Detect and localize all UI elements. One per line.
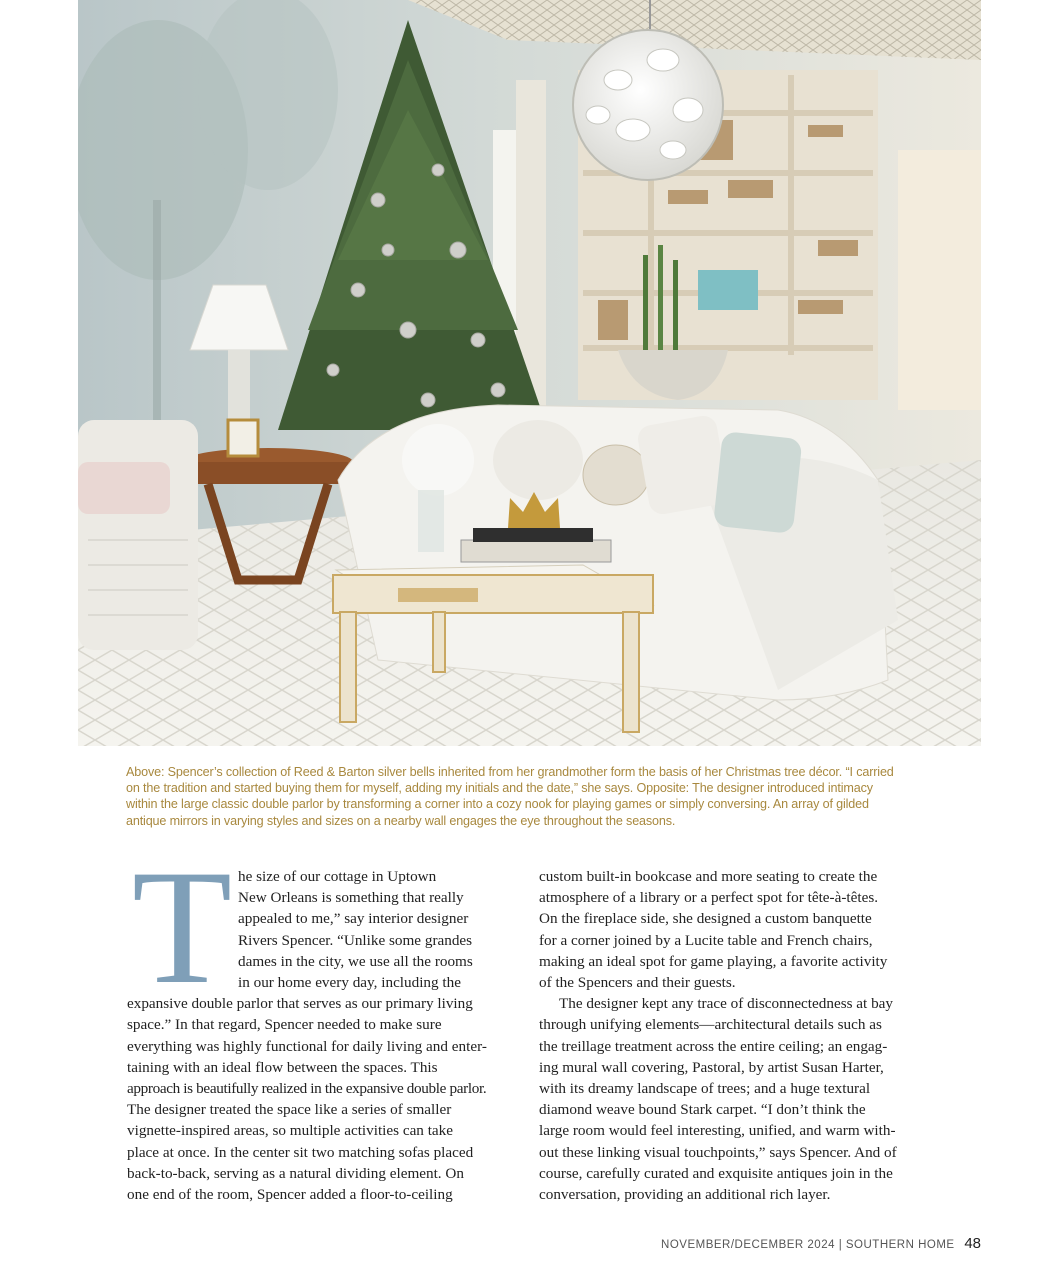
living-room-christmas-photo xyxy=(78,0,981,746)
caption-line: Above: Spencer’s collection of Reed & Barton silver bells inherited from her grandmother form the basis of her Christmas tree décor. “I carried xyxy=(126,765,894,779)
text-line: course, carefully curated and exquisite antiques join in the xyxy=(539,1164,893,1182)
text-line: ing mural wall covering, Pastoral, by artist Susan Harter, xyxy=(539,1058,884,1076)
text-line: space.” In that regard, Spencer needed to make sure xyxy=(127,1016,442,1034)
text-line: through unifying elements—architectural details such as xyxy=(539,1016,882,1034)
text-line: the treillage treatment across the entire ceiling; an engag- xyxy=(539,1037,888,1055)
text-line: large room would feel interesting, unified, and warm with- xyxy=(539,1122,896,1140)
text-line: taining with an ideal flow between the spaces. This xyxy=(127,1058,438,1076)
caption-line: antique mirrors in varying styles and sizes on a nearby wall engages the eye throughout the seasons. xyxy=(126,813,676,828)
text-line: dames in the city, we use all the rooms xyxy=(238,952,473,970)
text-line: everything was highly functional for daily living and enter- xyxy=(127,1037,487,1055)
text-line: vignette-inspired areas, so multiple activities can take xyxy=(127,1122,453,1140)
text-line: approach is beautifully realized in the expansive double parlor. xyxy=(127,1080,487,1098)
text-line: with its dreamy landscape of trees; and a huge textural xyxy=(539,1080,871,1098)
text-line: Rivers Spencer. “Unlike some grandes xyxy=(238,931,473,949)
page-footer xyxy=(661,1235,981,1252)
text-line: one end of the room, Spencer added a floor-to-ceiling xyxy=(127,1186,453,1204)
text-line: appealed to me,” say interior designer xyxy=(238,910,469,928)
drop-cap: T xyxy=(131,837,233,1018)
text-line: he size of our cottage in Uptown xyxy=(238,868,437,885)
text-line: for a corner joined by a Lucite table and French chairs, xyxy=(539,931,873,949)
text-line: of the Spencers and their guests. xyxy=(539,974,736,992)
text-line: place at once. In the center sit two matching sofas placed xyxy=(127,1143,474,1161)
caption-line: within the large classic double parlor by transforming a corner into a cozy nook for playing games or simply conversing. An array of gilded xyxy=(126,797,869,812)
text-line: out these linking visual touchpoints,” says Spencer. And of xyxy=(539,1143,897,1161)
text-line: making an ideal spot for game playing, a favorite activity xyxy=(539,952,888,970)
text-line: atmosphere of a library or a perfect spot for tête-à-têtes. xyxy=(539,889,879,907)
article-column-right xyxy=(539,866,934,1205)
text-line: custom built-in bookcase and more seating to create the xyxy=(539,868,878,885)
text-line: diamond weave bound Stark carpet. “I don’t think the xyxy=(539,1101,866,1119)
text-line: The designer treated the space like a series of smaller xyxy=(127,1101,452,1119)
issue-label: NOVEMBER/DECEMBER 2024 | SOUTHERN HOME xyxy=(661,1239,955,1251)
article-column-left xyxy=(127,866,522,1205)
text-line: back-to-back, serving as a natural dividing element. On xyxy=(127,1164,464,1182)
text-line: in our home every day, including the xyxy=(238,974,461,992)
photo-caption xyxy=(126,764,936,829)
page-number: 48 xyxy=(964,1235,981,1252)
text-line: On the fireplace side, she designed a custom banquette xyxy=(539,910,872,928)
text-line: expansive double parlor that serves as our primary living xyxy=(127,995,473,1013)
text-line: The designer kept any trace of disconnectedness at bay xyxy=(559,995,893,1013)
caption-line: on the tradition and started buying them for myself, adding my initials and the date,” she says. Opposite: The designer introduced intimacy xyxy=(126,781,873,796)
text-line: New Orleans is something that really xyxy=(238,889,464,907)
text-line: conversation, providing an additional rich layer. xyxy=(539,1186,831,1204)
